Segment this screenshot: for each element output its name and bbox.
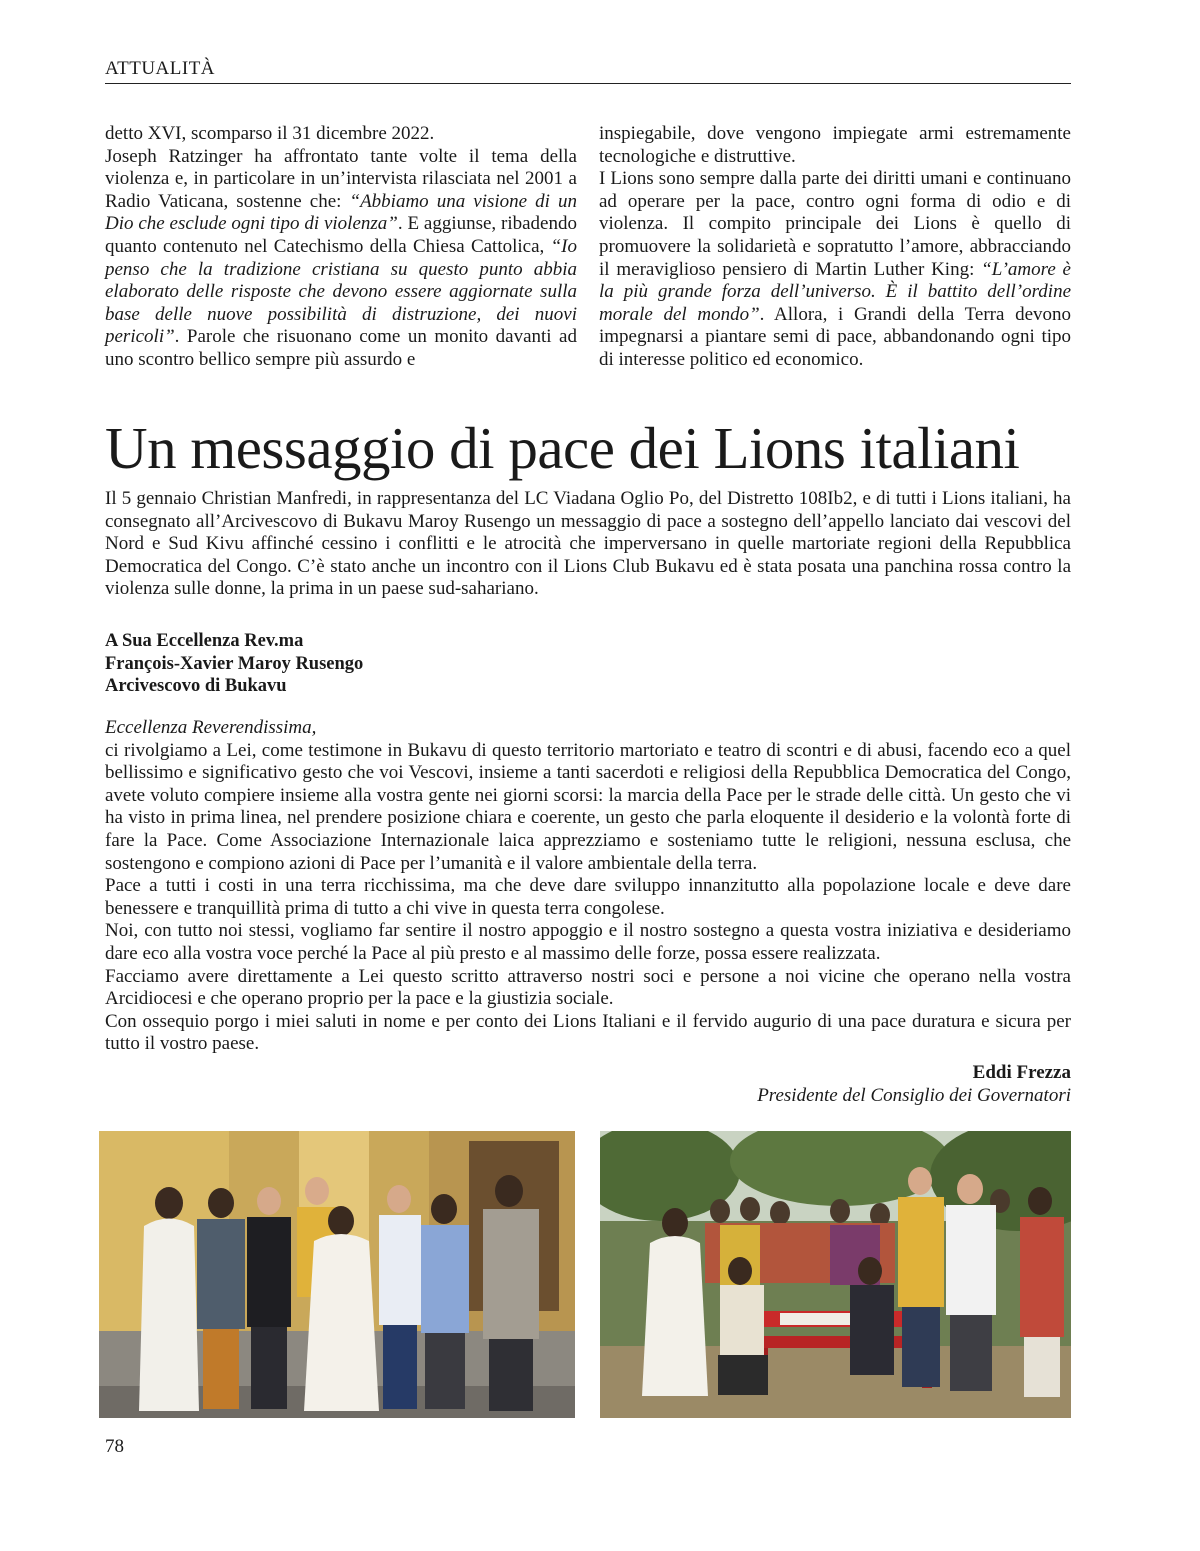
addressee-line: François-Xavier Maroy Rusengo	[105, 653, 364, 674]
section-label: ATTUALITÀ	[105, 58, 216, 79]
page-number: 78	[105, 1436, 124, 1457]
previous-article-left-column	[105, 123, 577, 372]
addressee-line: A Sua Eccellenza Rev.ma	[105, 631, 304, 651]
header-rule	[105, 83, 1071, 84]
previous-article-right-column	[599, 123, 1071, 372]
paragraph: detto XVI, scomparso il 31 dicembre 2022.	[105, 123, 435, 144]
letter-paragraph: Pace a tutti i costi in una terra ricchissima, ma che deve dare sviluppo innanzitutto alla popolazione locale e deve dare benessere e tranquillità prima di tutto a chi vive in questa terra congolese.	[105, 875, 1071, 919]
letter-paragraph: ci rivolgiamo a Lei, come testimone in Bukavu di questo territorio martoriato e teatro di scontri e di abusi, facendo eco a quel bellissimo e significativo gesto che voi Vescovi, insieme a tanti sacerdoti e religiosi della Repubblica Democratica del Congo, avete voluto compiere insieme alla vostra gente nei giorni scorsi: la marcia della Pace per le strade delle città. Un gesto che vi ha visto in prima linea, nel prendere posizione chiara e coerente, un gesto che parla eloquente il desiderio e la volontà forte di fare la Pace. Come Associazione Internazionale laica apprezziamo e sosteniamo tutte le religioni, nessuna esclusa, che sostengono e compiono azioni di Pace per l’umanità e il valore ambientale della terra.	[105, 739, 1071, 874]
red-bench-photo-outdoor	[600, 1131, 1071, 1418]
group-photo-indoor-image	[99, 1131, 575, 1418]
quote: “L’amore è la più grande forza dell’universo. È il battito dell’ordine morale del mondo”	[599, 258, 1071, 325]
paragraph: inspiegabile, dove vengono impiegate armi estremamente tecnologiche e distruttive.	[599, 123, 1071, 167]
paragraph: Joseph Ratzinger ha affrontato tante volte il tema della violenza e, in particolare in un’intervista rilasciata nel 2001 a Radio Vaticana, sostenne che: “Abbiamo una visione di un Dio che esclude ogni tipo di violenza”. E aggiunse, ribadendo quanto contenuto nel Catechismo della Chiesa Cattolica, “Io penso che la tradizione cristiana su questo punto abbia elaborato delle risposte che devono essere aggiornate sulla base delle nuove possibilità di distruzione, dei nuovi pericoli”. Parole che risuonano come un monito davanti ad uno scontro bellico sempre più assurdo e	[105, 145, 577, 370]
letter-addressee	[105, 630, 705, 698]
letter-signature	[757, 1062, 1071, 1107]
red-bench-photo-outdoor-image	[600, 1131, 1071, 1418]
addressee-line: Arcivescovo di Bukavu	[105, 676, 287, 697]
letter-paragraph: Noi, con tutto noi stessi, vogliamo far sentire il nostro appoggio e il nostro sostegno a questa vostra iniziativa e desideriamo dare eco alla vostra voce perché la Pace al più presto e al massimo delle forze, possa essere realizzata.	[105, 920, 1071, 964]
article-lead: Il 5 gennaio Christian Manfredi, in rappresentanza del LC Viadana Oglio Po, del Distretto 108Ib2, e di tutti i Lions italiani, ha consegnato all’Arcivescovo di Bukavu Maroy Rusengo un messaggio di pace a sostegno dell’appello lanciato dai vescovi del Nord e Sud Kivu affinché cessino i conflitti e le atrocità che imperversano in quelle martoriate regioni della Repubblica Democratica del Congo. C’è stato anche un incontro con il Lions Club Bukavu ed è stata posata una panchina rossa contro la violenza sulle donne, la prima in un paese sud-sahariano.	[105, 488, 1071, 600]
quote: “Abbiamo una visione di un Dio che esclude ogni tipo di violenza”	[105, 190, 577, 235]
signature-name: Eddi Frezza	[972, 1062, 1071, 1083]
paragraph: I Lions sono sempre dalla parte dei diritti umani e continuano ad operare per la pace, contro ogni forma di odio e di violenza. Il compito principale dei Lions è quello di promuovere la solidarietà e sopratutto l’amore, abbracciando il meraviglioso pensiero di Martin Luther King: “L’amore è la più grande forza dell’universo. È il battito dell’ordine morale del mondo”. Allora, i Grandi della Terra devono impegnarsi a piantare semi di pace, abbandonando ogni tipo di interesse politico ed economico.	[599, 168, 1072, 370]
letter-salutation: Eccellenza Reverendissima,	[105, 717, 317, 738]
group-photo-indoor	[99, 1131, 575, 1418]
quote: “Io penso che la tradizione cristiana su questo punto abbia elaborato delle risposte che devono essere aggiornate sulla base delle nuove possibilità di distruzione, dei nuovi pericoli”	[105, 235, 577, 348]
letter-body	[105, 717, 1071, 1056]
letter-paragraph: Facciamo avere direttamente a Lei questo scritto attraverso nostri soci e persone a noi vicine che operano nella vostra Arcidiocesi e che operano proprio per la pace e la giustizia sociale.	[105, 965, 1071, 1010]
signature-role: Presidente del Consiglio dei Governatori	[757, 1084, 1071, 1106]
article-title: Un messaggio di pace dei Lions italiani	[105, 415, 1020, 481]
letter-paragraph: Con ossequio porgo i miei saluti in nome e per conto dei Lions Italiani e il fervido augurio di una pace duratura e sicura per tutto il vostro paese.	[105, 1010, 1071, 1055]
